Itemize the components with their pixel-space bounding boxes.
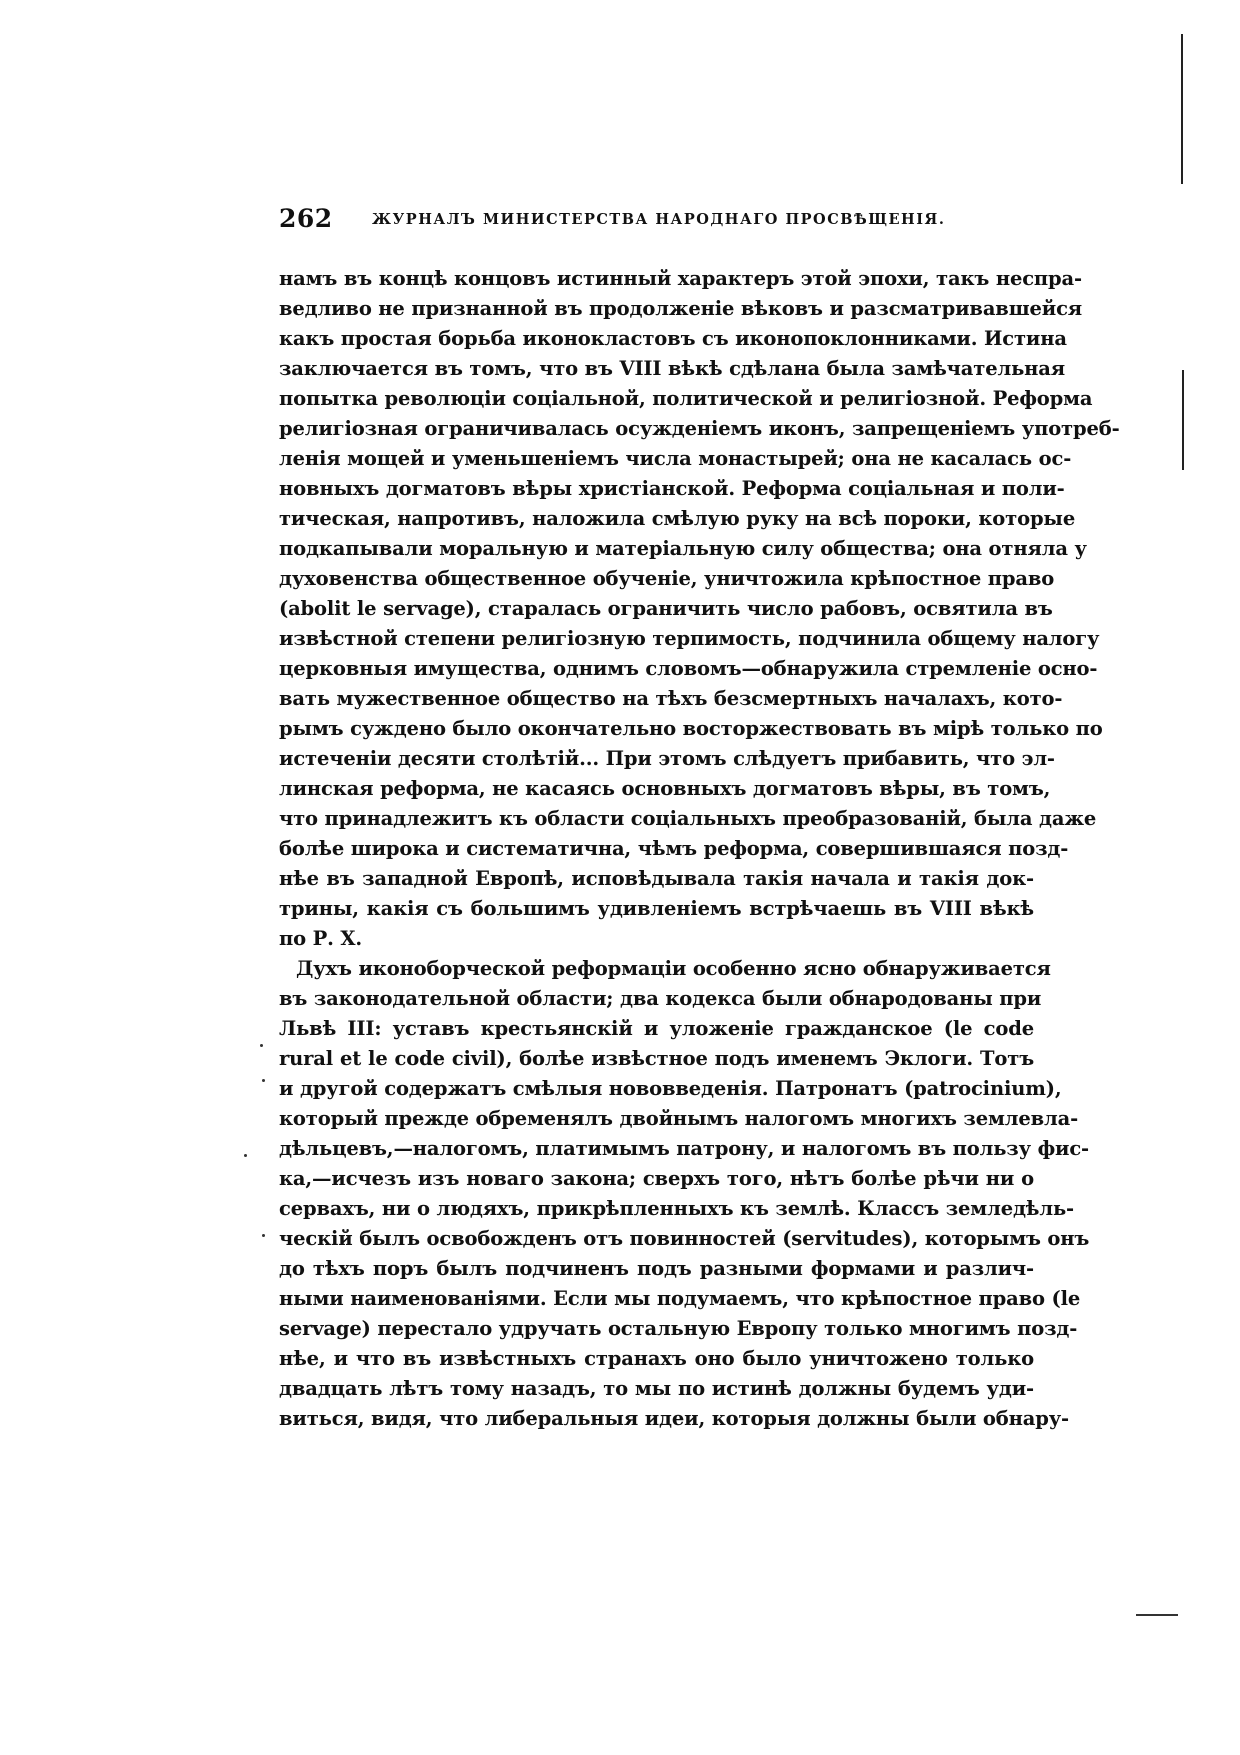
text-line: двадцать лѣтъ тому назадъ, то мы по истинѣ должны будемъ уди- xyxy=(279,1377,1034,1400)
text-line: ческій былъ освобожденъ отъ повинностей (servitudes), которымъ онъ xyxy=(279,1227,1090,1250)
text-line: истеченіи десяти столѣтій... При этомъ слѣдуетъ прибавить, что эл- xyxy=(279,747,1055,770)
text-line: новныхъ догматовъ вѣры христіанской. Реформа соціальная и поли- xyxy=(279,477,1065,500)
text-line: по Р. Х. xyxy=(279,927,363,950)
text-line: церковныя имущества, однимъ словомъ—обнаружила стремленіе осно- xyxy=(279,657,1098,680)
scan-margin-line xyxy=(1182,370,1184,470)
text-line: религіозная ограничивалась осужденіемъ иконъ, запрещеніемъ употреб- xyxy=(279,417,1120,440)
scan-bottom-mark xyxy=(1136,1614,1178,1616)
scan-speck xyxy=(262,1079,265,1082)
text-line: линская реформа, не касаясь основныхъ догматовъ вѣры, въ томъ, xyxy=(279,777,1051,800)
text-line: Духъ иконоборческой реформаціи особенно ясно обнаруживается xyxy=(296,957,1051,980)
text-line: нѣе въ западной Европѣ, исповѣдывала такія начала и такія док- xyxy=(279,867,1034,890)
scan-speck xyxy=(260,1044,263,1047)
text-line: что принадлежитъ къ области соціальныхъ преобразованій, была даже xyxy=(279,807,1097,830)
paragraph xyxy=(279,954,1090,1434)
running-title: ЖУРНАЛЪ МИНИСТЕРСТВА НАРОДНАГО ПРОСВѢЩЕНІЯ. xyxy=(372,211,946,228)
scan-margin-line xyxy=(1181,34,1183,184)
text-line: дѣльцевъ,—налогомъ, платимымъ патрону, и налогомъ въ пользу фис- xyxy=(279,1137,1089,1160)
text-line: (abolit le servage), старалась ограничить число рабовъ, освятила въ xyxy=(279,597,1053,620)
text-line: ными наименованіями. Если мы подумаемъ, что крѣпостное право (le xyxy=(279,1287,1081,1310)
text-line: рымъ суждено было окончательно восторжествовать въ мірѣ только по xyxy=(279,717,1103,740)
text-line: въ законодательной области; два кодекса были обнародованы при xyxy=(279,987,1042,1010)
text-line: извѣстной степени религіозную терпимость, подчинила общему налогу xyxy=(279,627,1100,650)
text-line: попытка революціи соціальной, политической и религіозной. Реформа xyxy=(279,387,1093,410)
page-header xyxy=(279,204,1034,234)
page-number: 262 xyxy=(279,204,333,233)
text-line: rural et le code civil), болѣе извѣстное подъ именемъ Эклоги. Тотъ xyxy=(279,1047,1034,1070)
text-line: ленія мощей и уменьшеніемъ числа монастырей; она не касалась ос- xyxy=(279,447,1072,470)
scan-speck xyxy=(262,1234,265,1237)
text-line: ка,—исчезъ изъ новаго закона; сверхъ того, нѣтъ болѣе рѣчи ни о xyxy=(279,1167,1034,1190)
text-line: какъ простая борьба иконокластовъ съ иконопоклонниками. Истина xyxy=(279,327,1067,350)
text-line: заключается въ томъ, что въ VIII вѣкѣ сдѣлана была замѣчательная xyxy=(279,357,1066,380)
text-line: и другой содержатъ смѣлыя нововведенія. Патронатъ (patrocinium), xyxy=(279,1077,1062,1100)
text-line: до тѣхъ поръ былъ подчиненъ подъ разными формами и различ- xyxy=(279,1257,1034,1280)
paragraph xyxy=(279,264,1120,954)
text-line: подкапывали моральную и матеріальную силу общества; она отняла у xyxy=(279,537,1087,560)
text-line: который прежде обременялъ двойнымъ налогомъ многихъ землевла- xyxy=(279,1107,1079,1130)
text-line: вать мужественное общество на тѣхъ безсмертныхъ началахъ, кото- xyxy=(279,687,1063,710)
text-line: servage) перестало удручать остальную Европу только многимъ позд- xyxy=(279,1317,1078,1340)
text-line: духовенства общественное обученіе, уничтожила крѣпостное право xyxy=(279,567,1055,590)
text-line: ведливо не признанной въ продолженіе вѣковъ и разсматривавшейся xyxy=(279,297,1083,320)
text-line: сервахъ, ни о людяхъ, прикрѣпленныхъ къ землѣ. Классъ земледѣль- xyxy=(279,1197,1074,1220)
text-line: намъ въ концѣ концовъ истинный характеръ этой эпохи, такъ неспра- xyxy=(279,267,1082,290)
text-line: виться, видя, что либеральныя идеи, которыя должны были обнару- xyxy=(279,1407,1069,1430)
text-line: тическая, напротивъ, наложила смѣлую руку на всѣ пороки, которые xyxy=(279,507,1076,530)
scan-speck xyxy=(244,1154,247,1157)
text-line: нѣе, и что въ извѣстныхъ странахъ оно было уничтожено только xyxy=(279,1347,1034,1370)
text-line: трины, какія съ большимъ удивленіемъ встрѣчаешь въ VIII вѣкѣ xyxy=(279,897,1034,920)
body-text xyxy=(279,264,1120,1434)
text-line: болѣе широка и систематична, чѣмъ реформа, совершившаяся позд- xyxy=(279,837,1069,860)
text-line: Львѣ III: уставъ крестьянскій и уложеніе гражданское (le code xyxy=(279,1017,1034,1040)
